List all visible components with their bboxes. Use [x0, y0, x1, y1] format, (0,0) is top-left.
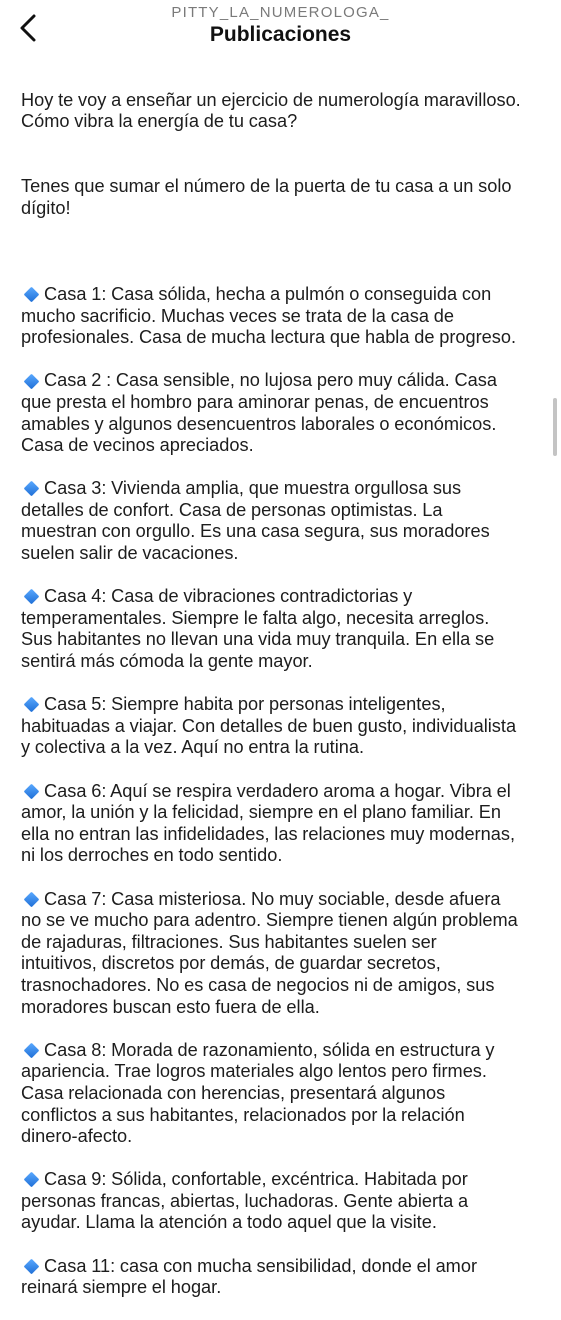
- list-item: [21, 586, 543, 672]
- list-item: [21, 284, 543, 349]
- blue-diamond-icon: [24, 891, 40, 907]
- list-item: [21, 1040, 543, 1148]
- post-caption: [21, 68, 543, 1320]
- list-item: [21, 1256, 543, 1299]
- list-item-text: Casa 4: Casa de vibraciones contradictorias y temperamentales. Siempre le falta algo, necesita arreglos. Sus habitantes no llevan una vida muy tranquila. En ella se sentirá más cómoda la gente mayor.: [21, 586, 495, 672]
- page-title: Publicaciones: [209, 23, 352, 46]
- blue-diamond-icon: [24, 287, 40, 303]
- list-item-text: Casa 3: Vivienda amplia, que muestra orgullosa sus detalles de confort. Casa de personas optimistas. La muestran con orgullo. Es una casa segura, sus moradores suelen salir de vacaciones.: [21, 478, 490, 564]
- caption-instruction: Tenes que sumar el número de la puerta de tu casa a un solo dígito!: [21, 175, 512, 218]
- blue-diamond-icon: [24, 1259, 40, 1275]
- list-item-text: Casa 5: Siempre habita por personas inteligentes, habituadas a viajar. Con detalles de buen gusto, individualista y colectiva a la vez. Aquí no entra la rutina.: [21, 694, 517, 758]
- list-item: [21, 694, 543, 759]
- list-item-text: Casa 7: Casa misteriosa. No muy sociable, desde afuera no se ve mucho para adentro. Siempre tienen algún problema de rajaduras, filtraciones. Sus habitantes suelen ser intuitivos, discretos por demás, de guardar secretos, trasnochadores. No es casa de negocios ni de amigos, sus moradores buscan esto fuera de ella.: [21, 888, 518, 1017]
- list-item-text: Casa 2 : Casa sensible, no lujosa pero muy cálida. Casa que presta el hombro para aminorar penas, de encuentros amables y algunos desencuentros laborales o económicos. Casa de vecinos apreciados.: [21, 370, 497, 456]
- top-bar: [0, 0, 561, 58]
- list-item-text: Casa 8: Morada de razonamiento, sólida en estructura y apariencia. Trae logros materiales algo lentos pero firmes. Casa relacionada con herencias, presentará algunos conflictos a sus habitantes, relacionados por la relación dinero-afecto.: [21, 1039, 495, 1147]
- blue-diamond-icon: [24, 1172, 40, 1188]
- blue-diamond-icon: [24, 697, 40, 713]
- list-item-text: Casa 9: Sólida, confortable, excéntrica. Habitada por personas francas, abiertas, luchadoras. Gente abierta a ayudar. Llama la atención a todo aquel que la visite.: [21, 1169, 469, 1233]
- blue-diamond-icon: [24, 1043, 40, 1059]
- list-item-text: Casa 6: Aquí se respira verdadero aroma a hogar. Vibra el amor, la unión y la felicidad, siempre en el plano familiar. En ella no entran las infidelidades, las relaciones muy modernas, ni los derroches en todo sentido.: [21, 780, 515, 866]
- header-titles: [0, 4, 561, 48]
- scrollbar[interactable]: [553, 398, 557, 456]
- list-item-text: Casa 11: casa con mucha sensibilidad, donde el amor reinará siempre el hogar.: [21, 1255, 478, 1298]
- list-item-text: Casa 1: Casa sólida, hecha a pulmón o conseguida con mucho sacrificio. Muchas veces se trata de la casa de profesionales. Casa de mucha lectura que habla de progreso.: [21, 283, 517, 348]
- blue-diamond-icon: [24, 589, 40, 605]
- list-item: [21, 781, 543, 867]
- blue-diamond-icon: [24, 481, 40, 497]
- list-item: [21, 889, 543, 1019]
- list-item: [21, 1169, 543, 1234]
- profile-username: PITTY_LA_NUMEROLOGA_: [171, 4, 390, 21]
- blue-diamond-icon: [24, 784, 40, 800]
- list-item: [21, 478, 543, 564]
- caption-intro: Hoy te voy a enseñar un ejercicio de numerología maravilloso. Cómo vibra la energía de tu casa?: [21, 89, 521, 132]
- blue-diamond-icon: [24, 373, 40, 389]
- list-item: [21, 370, 543, 456]
